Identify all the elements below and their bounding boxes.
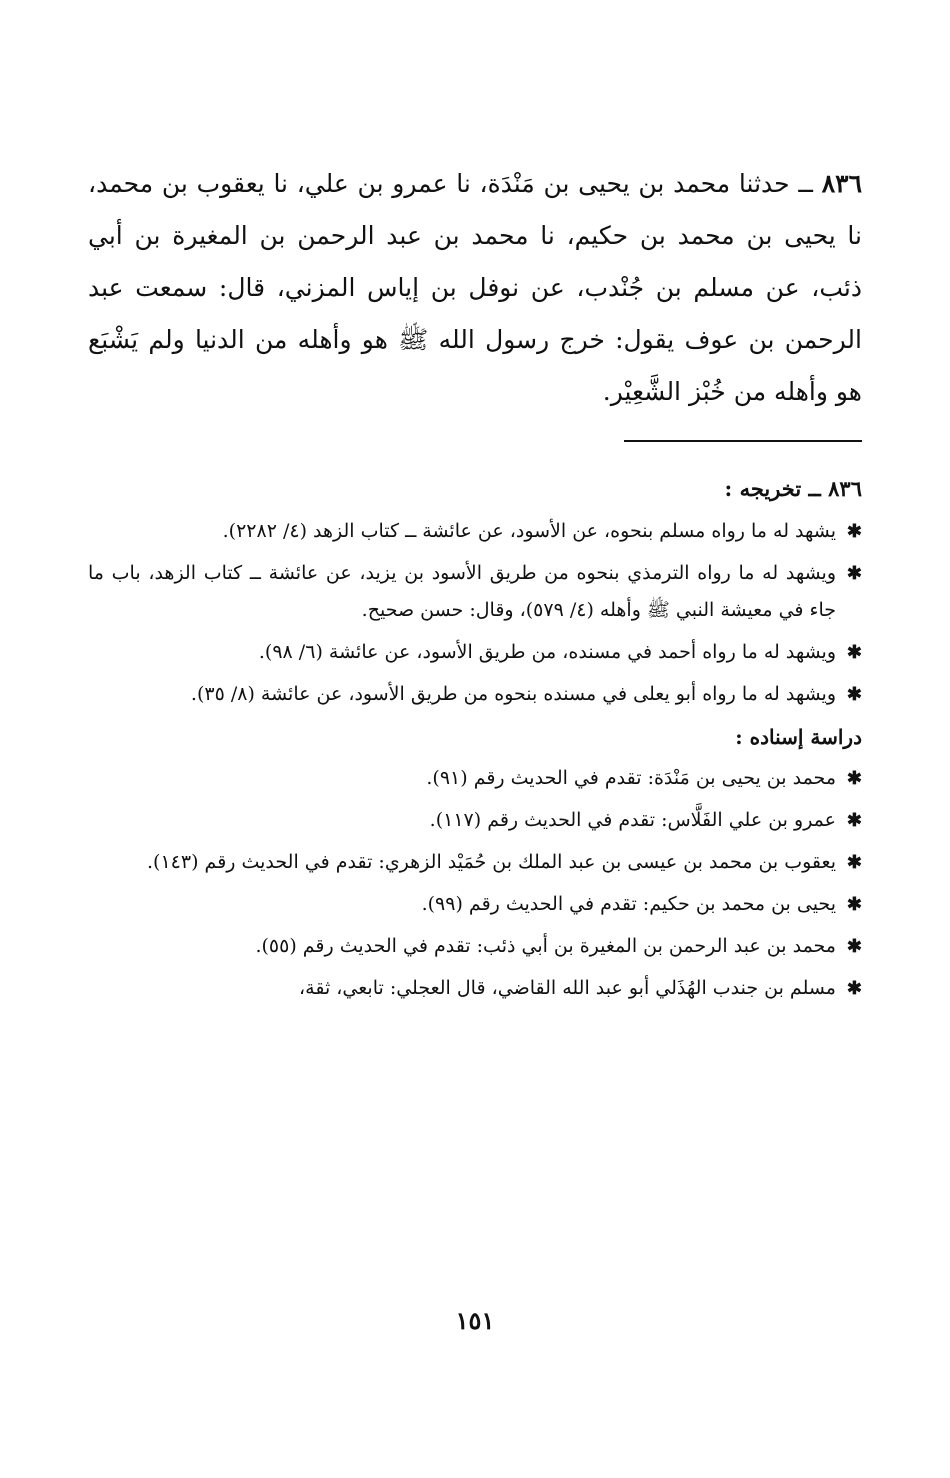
isnad-item-text: محمد بن يحيى بن مَنْدَة: تقدم في الحديث رقم (٩١). [426,767,836,789]
asterisk-icon: ✱ [846,684,862,705]
asterisk-icon: ✱ [846,768,862,789]
takhrij-item [88,555,862,629]
hadith-body: ــ حدثنا محمد بن يحيى بن مَنْدَة، نا عمرو بن علي، نا يعقوب بن محمد، نا يحيى بن محمد بن حكيم، نا محمد بن عبد الرحمن بن المغيرة بن أبي ذئب، عن مسلم بن جُنْدب، عن نوفل بن إياس المزني، قال: سمعت عبد الرحمن بن عوف يقول: خرج رسول الله ﷺ هو وأهله من الدنيا ولم يَشْبَع هو وأهله من خُبْز الشَّعِيْر. [88,169,862,406]
page-number: ١٥١ [455,1306,495,1335]
takhrij-item [88,513,862,550]
isnad-item [88,802,862,839]
footnote-divider [624,440,862,442]
isnad-item [88,970,862,1007]
isnad-heading: دراسة إسناده : [735,725,862,749]
takhrij-heading-label: تخريجه : [724,476,802,501]
isnad-item [88,886,862,923]
takhrij-item-text: يشهد له ما رواه مسلم بنحوه، عن الأسود، عن عائشة ــ كتاب الزهد (٤/ ٢٢٨٢). [222,520,836,542]
isnad-item [88,844,862,881]
takhrij-item [88,676,862,713]
asterisk-icon: ✱ [846,936,862,957]
takhrij-item [88,634,862,671]
takhrij-heading [88,470,862,507]
takhrij-item-text: ويشهد له ما رواه الترمذي بنحوه من طريق الأسود بن يزيد، عن عائشة ــ كتاب الزهد، باب ما جاء في معيشة النبي ﷺ وأهله (٤/ ٥٧٩)، وقال: حسن صحيح. [88,562,836,621]
footnotes-block [88,470,862,1012]
asterisk-icon: ✱ [846,521,862,542]
isnad-item-text: محمد بن عبد الرحمن بن المغيرة بن أبي ذئب: تقدم في الحديث رقم (٥٥). [255,935,836,957]
asterisk-icon: ✱ [846,642,862,663]
isnad-item-text: عمرو بن علي الفَلَّاس: تقدم في الحديث رقم (١١٧). [429,809,836,831]
takhrij-item-text: ويشهد له ما رواه أبو يعلى في مسنده بنحوه من طريق الأسود، عن عائشة (٨/ ٣٥). [190,683,836,705]
isnad-item-text: مسلم بن جندب الهُذَلي أبو عبد الله القاضي، قال العجلي: تابعي، ثقة، [299,977,836,999]
hadith-number: ٨٣٦ [821,169,863,198]
asterisk-icon: ✱ [846,852,862,873]
asterisk-icon: ✱ [846,978,862,999]
takhrij-heading-number: ٨٣٦ ــ [808,476,862,501]
takhrij-item-text: ويشهد له ما رواه أحمد في مسنده، من طريق الأسود، عن عائشة (٦/ ٩٨). [258,641,836,663]
asterisk-icon: ✱ [846,810,862,831]
asterisk-icon: ✱ [846,894,862,915]
isnad-item-text: يحيى بن محمد بن حكيم: تقدم في الحديث رقم (٩٩). [421,893,836,915]
isnad-item [88,928,862,965]
isnad-item [88,760,862,797]
hadith-text-block [88,158,862,418]
isnad-item-text: يعقوب بن محمد بن عيسى بن عبد الملك بن حُمَيْد الزهري: تقدم في الحديث رقم (١٤٣). [147,851,836,873]
asterisk-icon: ✱ [846,563,862,584]
